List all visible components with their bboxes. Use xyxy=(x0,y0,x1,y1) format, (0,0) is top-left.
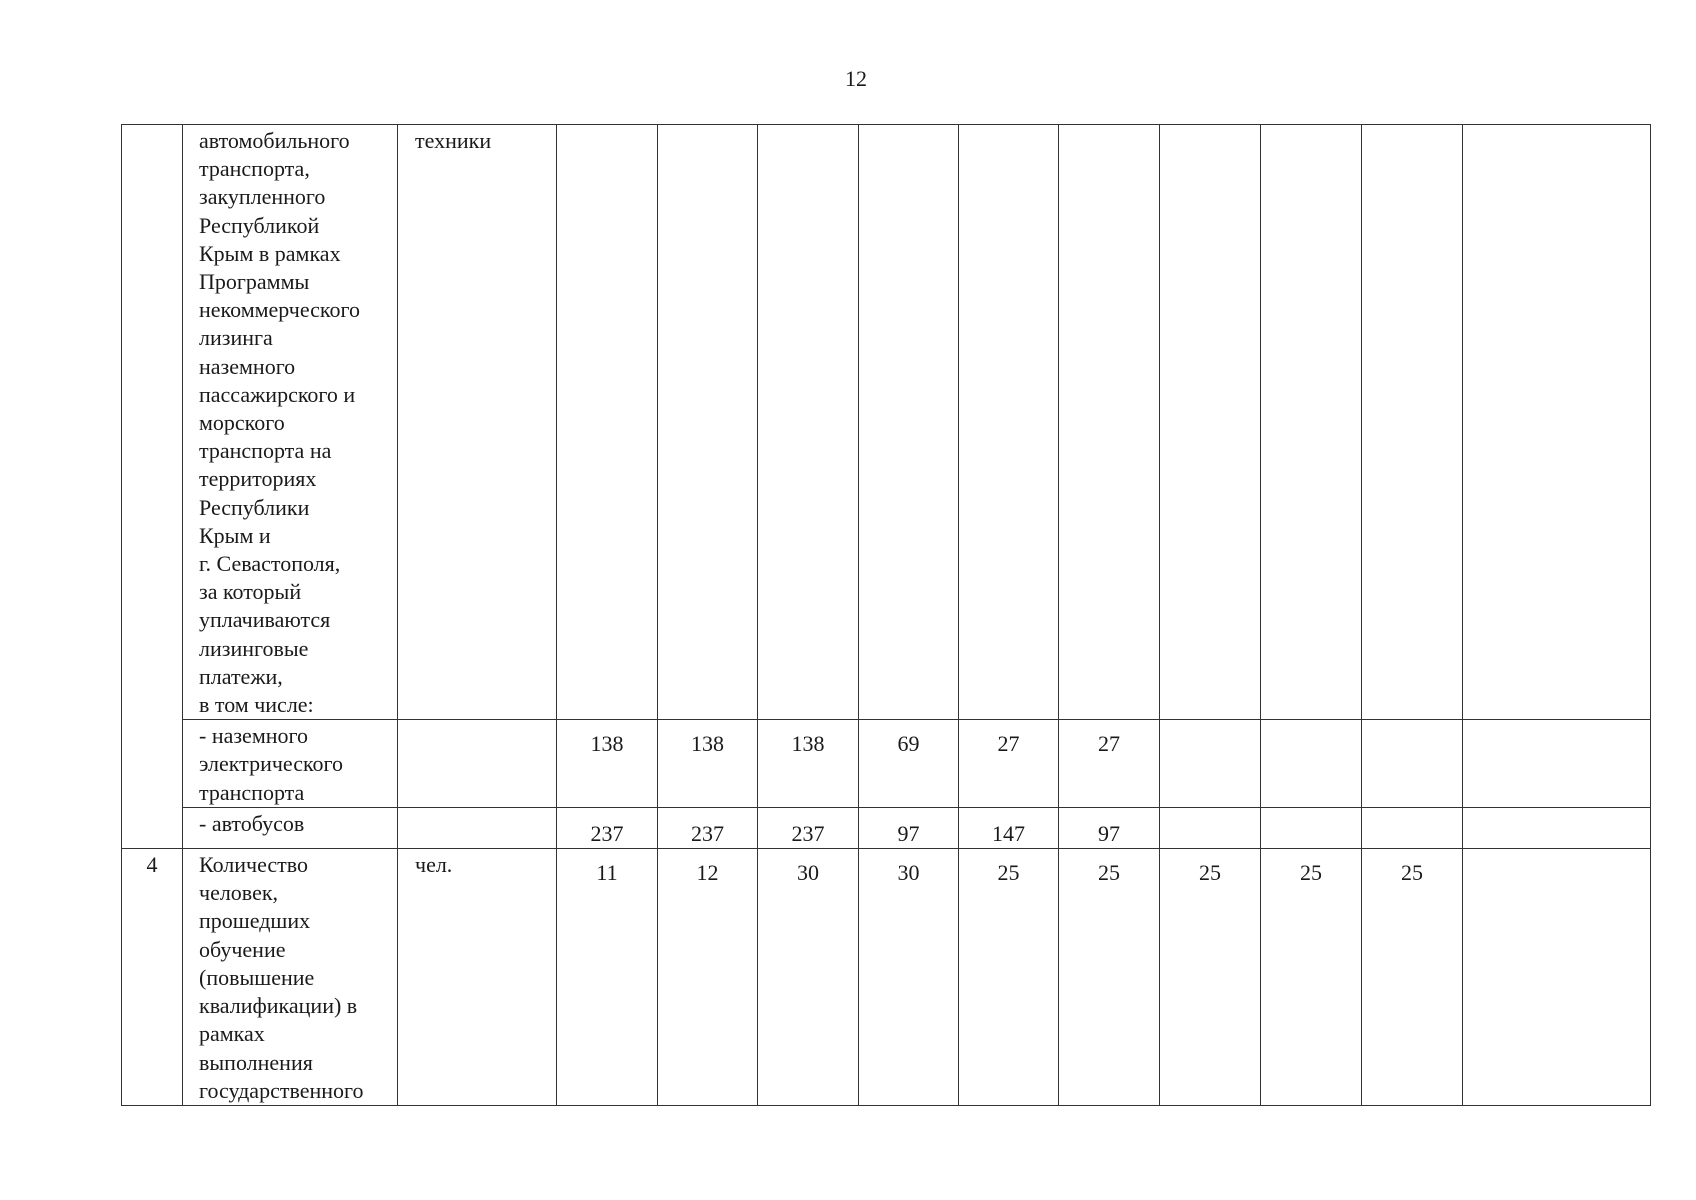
indicator-name-cell: автомобильного транспорта, закупленного Республикой Крым в рамках Программы некоммерческого лизинга наземного пассажирского и морского транспорта на территориях Республики Крым и г. Севастополя, за который уплачиваются лизинговые платежи, в том числе: xyxy=(183,125,398,720)
value-cell xyxy=(1261,807,1362,848)
value-cell: 11 xyxy=(557,849,658,1106)
value-cell xyxy=(758,125,859,720)
value-cell xyxy=(1160,125,1261,720)
value-cell: 97 xyxy=(859,807,959,848)
value-cell: 147 xyxy=(959,807,1059,848)
value-cell: 138 xyxy=(758,720,859,808)
value-cell xyxy=(1261,125,1362,720)
value-cell: 27 xyxy=(1059,720,1160,808)
page-number: 12 xyxy=(845,66,867,91)
unit-cell xyxy=(398,807,557,848)
value-cell xyxy=(1362,720,1463,808)
value-cell xyxy=(1059,125,1160,720)
value-cell: 25 xyxy=(1160,849,1261,1106)
value-cell xyxy=(557,125,658,720)
value-cell xyxy=(1463,720,1651,808)
unit-cell xyxy=(398,720,557,808)
value-cell xyxy=(1463,125,1651,720)
value-cell: 237 xyxy=(557,807,658,848)
value-cell xyxy=(1261,720,1362,808)
value-cell: 25 xyxy=(1059,849,1160,1106)
value-cell xyxy=(658,125,758,720)
indicator-name-cell: - автобусов xyxy=(183,807,398,848)
value-cell xyxy=(1362,125,1463,720)
value-cell: 237 xyxy=(758,807,859,848)
unit-cell: техники xyxy=(398,125,557,720)
value-cell xyxy=(1463,807,1651,848)
value-cell: 30 xyxy=(758,849,859,1106)
table-row xyxy=(122,720,1651,808)
value-cell xyxy=(1463,849,1651,1106)
indicators-table xyxy=(121,124,1651,1106)
value-cell: 27 xyxy=(959,720,1059,808)
table-row xyxy=(122,849,1651,1106)
indicator-name-cell: - наземного электрического транспорта xyxy=(183,720,398,808)
value-cell: 30 xyxy=(859,849,959,1106)
value-cell: 138 xyxy=(557,720,658,808)
value-cell xyxy=(1160,807,1261,848)
value-cell: 97 xyxy=(1059,807,1160,848)
row-number-cell: 4 xyxy=(122,849,183,1106)
table-row xyxy=(122,807,1651,848)
value-cell: 25 xyxy=(959,849,1059,1106)
value-cell xyxy=(859,125,959,720)
value-cell: 138 xyxy=(658,720,758,808)
table-row xyxy=(122,125,1651,720)
value-cell xyxy=(1160,720,1261,808)
value-cell xyxy=(1362,807,1463,848)
value-cell: 25 xyxy=(1261,849,1362,1106)
row-number-cell xyxy=(122,125,183,849)
value-cell: 12 xyxy=(658,849,758,1106)
value-cell: 237 xyxy=(658,807,758,848)
value-cell: 69 xyxy=(859,720,959,808)
value-cell: 25 xyxy=(1362,849,1463,1106)
indicator-name-cell: Количество человек, прошедших обучение (повышение квалификации) в рамках выполнения государственного xyxy=(183,849,398,1106)
unit-cell: чел. xyxy=(398,849,557,1106)
value-cell xyxy=(959,125,1059,720)
